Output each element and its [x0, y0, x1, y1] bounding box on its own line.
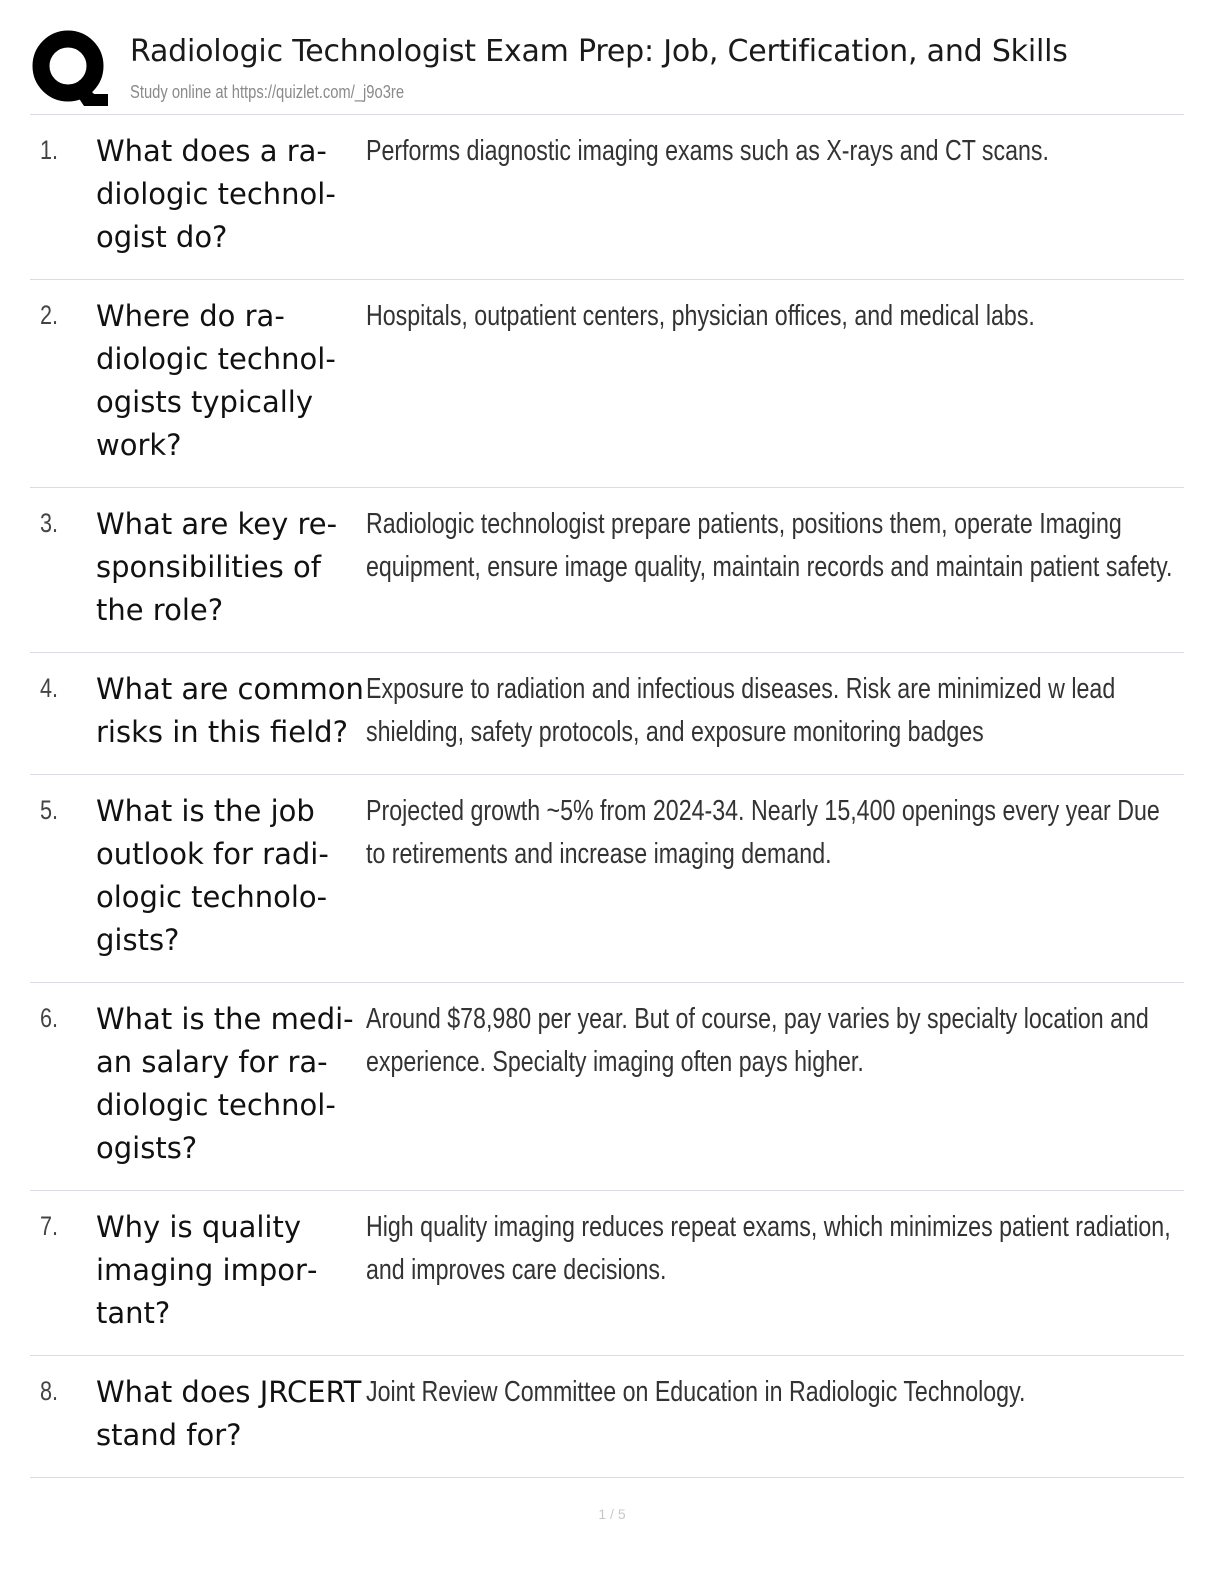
card-number: 5. — [40, 795, 59, 825]
card-term: Why is quality imaging important? — [96, 1210, 318, 1330]
card-term: What is the job outlook for radiologic technologists? — [96, 794, 329, 957]
card-number: 6. — [40, 1003, 59, 1033]
flashcard-row — [30, 115, 1184, 280]
flashcard-row — [30, 653, 1184, 775]
flashcard-row — [30, 488, 1184, 653]
card-number: 3. — [40, 508, 59, 538]
card-definition: Hospitals, outpatient centers, physician offices, and medical labs. — [366, 300, 1035, 332]
card-term: What does JRCERT stand for? — [96, 1375, 362, 1452]
card-definition: Performs diagnostic imaging exams such as X-rays and CT scans. — [366, 135, 1049, 167]
card-number: 7. — [40, 1211, 59, 1241]
flashcard-list — [30, 114, 1184, 1478]
page-title: Radiologic Technologist Exam Prep: Job, Certification, and Skills — [130, 34, 1068, 69]
flashcard-row — [30, 1356, 1184, 1478]
flashcard-row — [30, 1191, 1184, 1356]
card-term: What is the median salary for radiologic technologists? — [96, 1002, 354, 1165]
flashcard-row — [30, 280, 1184, 488]
card-term: What are key responsibilities of the role? — [96, 507, 338, 627]
card-definition: Joint Review Committee on Education in Radiologic Technology. — [366, 1376, 1026, 1408]
card-definition: Projected growth ~5% from 2024-34. Nearly 15,400 openings every year Due to retirements and increase imaging demand. — [366, 795, 1160, 870]
card-number: 2. — [40, 300, 59, 330]
card-term: What does a radiologic technologist do? — [96, 134, 336, 254]
card-number: 4. — [40, 673, 59, 703]
card-definition: High quality imaging reduces repeat exams, which minimizes patient radiation, and improves care decisions. — [366, 1211, 1171, 1286]
card-number: 8. — [40, 1376, 59, 1406]
quizlet-q-logo-icon — [32, 30, 108, 106]
page-number: 1 / 5 — [598, 1506, 626, 1522]
card-number: 1. — [40, 135, 59, 165]
card-term: Where do radiologic technologists typically work? — [96, 299, 336, 462]
card-definition: Radiologic technologist prepare patients, positions them, operate Imaging equipment, ensure image quality, maintain records and maintain patient safety. — [366, 508, 1173, 583]
card-definition: Exposure to radiation and infectious diseases. Risk are minimized w lead shielding, safety protocols, and exposure monitoring badges — [366, 673, 1116, 748]
flashcard-row — [30, 775, 1184, 983]
card-term: What are common risks in this field? — [96, 672, 364, 749]
page-header — [30, 28, 1184, 114]
study-url[interactable]: Study online at https://quizlet.com/_j9o3re — [130, 82, 405, 102]
card-definition: Around $78,980 per year. But of course, pay varies by specialty location and experience. Specialty imaging often pays higher. — [366, 1003, 1149, 1078]
flashcard-row — [30, 983, 1184, 1191]
